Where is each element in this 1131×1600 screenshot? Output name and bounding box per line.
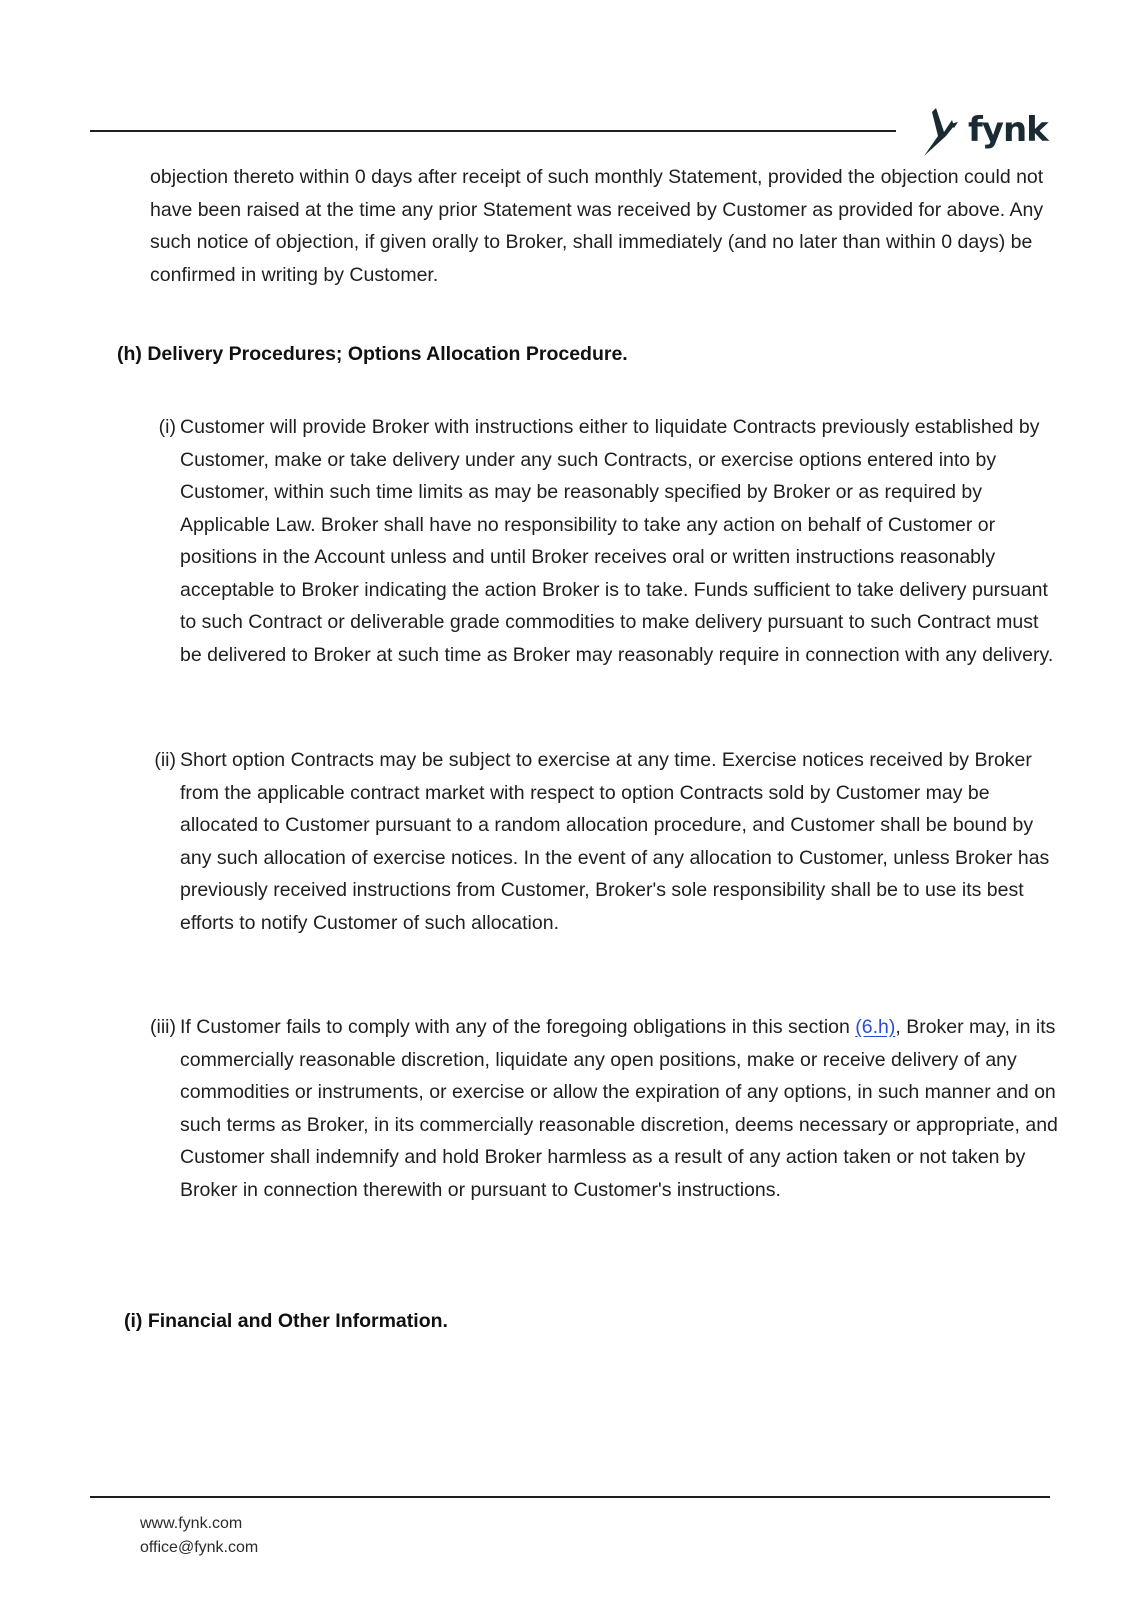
item-label: (i)	[158, 416, 176, 438]
footer	[140, 1512, 258, 1560]
item-label: (ii)	[154, 749, 176, 771]
logo-wordmark: fynk	[968, 110, 1048, 150]
intro-paragraph: objection thereto within 0 days after receipt of such monthly Statement, provided the objection could not have been raised at the time any prior Statement was received by Customer as provided for above. Any such notice of objection, if given orally to Broker, shall immediately (and no later than within 0 days) be confirmed in writing by Customer.	[150, 166, 1044, 286]
list-item	[150, 1011, 1060, 1206]
item-text: Short option Contracts may be subject to exercise at any time. Exercise notices received by Broker from the applicable contract market with respect to option Contracts sold by Customer may be allocated to Customer pursuant to a random allocation procedure, and Customer shall be bound by any such allocation of exercise notices. In the event of any allocation to Customer, unless Broker has previously received instructions from Customer, Broker's sole responsibility shall be to use its best efforts to notify Customer of such allocation.	[180, 749, 1050, 934]
bird-icon	[922, 106, 962, 158]
footer-website: www.fynk.com	[140, 1515, 243, 1532]
section-i-heading: (i) Financial and Other Information.	[124, 1310, 448, 1332]
section-h-heading: (h) Delivery Procedures; Options Allocation Procedure.	[117, 343, 628, 365]
footer-email: office@fynk.com	[140, 1539, 259, 1556]
item-label: (iii)	[150, 1016, 176, 1038]
header-divider	[90, 130, 896, 132]
list-item	[154, 744, 1060, 939]
section-reference-link[interactable]: (6.h)	[855, 1016, 896, 1038]
item-text: Customer will provide Broker with instructions either to liquidate Contracts previously established by Customer, make or take delivery under any such Contracts, or exercise options entered into by Customer, within such time limits as may be reasonably specified by Broker or as required by Applicable Law. Broker shall have no responsibility to take any action on behalf of Customer or positions in the Account unless and until Broker receives oral or written instructions reasonably acceptable to Broker indicating the action Broker is to take. Funds sufficient to take delivery pursuant to such Contract or deliverable grade commodities to make delivery pursuant to such Contract must be delivered to Broker at such time as Broker may reasonably require in connection with any delivery.	[180, 416, 1054, 666]
item-text	[180, 1011, 1060, 1206]
item-text-after-link: , Broker may, in its commercially reasonable discretion, liquidate any open positions, make or receive delivery of any commodities or instruments, or exercise or allow the expiration of any options, in such manner and on such terms as Broker, in its commercially reasonable discretion, deems necessary or appropriate, and Customer shall indemnify and hold Broker harmless as a result of any action taken or not taken by Broker in connection therewith or pursuant to Customer's instructions.	[180, 1016, 1058, 1201]
brand-logo	[922, 104, 1048, 160]
list-item	[158, 411, 1060, 671]
item-text-before-link: If Customer fails to comply with any of the foregoing obligations in this section	[180, 1016, 856, 1038]
footer-divider	[90, 1496, 1050, 1498]
